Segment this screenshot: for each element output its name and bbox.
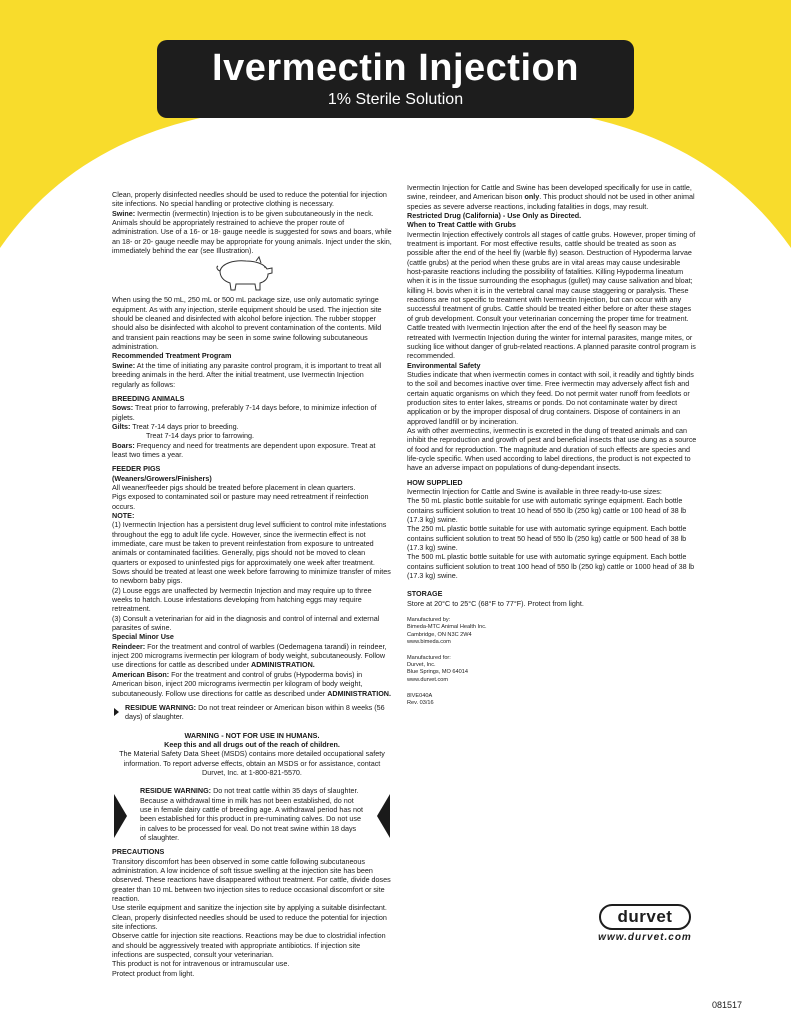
treatment-program-paragraph: Swine: At the time of initiating any parasite control program, it is important to treat all breeding animals in the herd. After the initial treatment, use Ivermectin Injection regularly as follows: [112,360,382,389]
sows-line: Sows: Treat prior to farrowing, preferably 7-14 days before, to minimize infection of piglets. [112,403,377,422]
breeding-animals-heading: BREEDING ANIMALS [112,393,185,403]
storage-paragraph: Store at 20°C to 25°C (68°F to 77°F). Protect from light. [407,598,584,608]
special-minor-use-heading: Special Minor Use [112,632,174,642]
product-title: Ivermectin Injection [212,47,579,89]
retreat-paragraph: Cattle treated with Ivermectin Injection after the end of the heel fly season may be retreated with Ivermectin Injection during the winter for internal parasites, mange mites, or sucking lice without danger of grub-related reactions. A planned parasite control program is recommended. [407,323,696,361]
residue-warning-reindeer: RESIDUE WARNING: Do not treat reindeer or American bison within 8 weeks (56 days) of slaughter. [112,703,392,722]
feeder-paragraph-1: All weaner/feeder pigs should be treated before placement in clean quarters. [112,482,356,492]
grubs-heading: When to Treat Cattle with Grubs [407,220,517,230]
note-2: (2) Louse eggs are unaffected by Ivermectin Injection and may require up to three weeks to hatch. Louse infestations developing from hatching eggs may require retreatment. [112,585,372,614]
environmental-paragraph-1: Studies indicate that when ivermectin comes in contact with soil, it readily and tightly binds to the soil and becomes inactive over time. Free ivermectin may adversely affect fish and certain aquatic organisms on which they feed. Do not permit water runoff from feedlots or production sites to enter lakes, streams or ponds. Do not contaminate water by direct application or by the improper disposal of drug containers. Dispose of containers in an approved landfill or by incineration. [407,369,694,426]
size-250ml: The 250 mL plastic bottle suitable for use with automatic syringe equipment. Each bottle contains sufficient solution to treat 50 head of 550 lb (250 kg) cattle or 500 head of 38 lb (17.3 kg) swine. [407,524,687,553]
reindeer-paragraph: Reindeer: For the treatment and control of warbles (Oedemagena tarandi) in reindeer, inject 200 micrograms ivermectin per kilogram of body weight, subcutaneously. Follow use directions for cattle as described under ADMINISTRATION. [112,641,387,670]
how-supplied-paragraph: Ivermectin Injection for Cattle and Swine is available in three ready-to-use sizes: [407,487,662,496]
syringe-paragraph: When using the 50 mL, 250 mL or 500 mL package size, use only automatic syringe equipment. As with any injection, sterile equipment should be used. The injection site should be cleaned and disinfected with alcohol before injection. The rubber stopper should also be disinfected with alcohol to prevent contamination of the contents. Mild and transient pain reactions may be seen in some swine following subcutaneous administration. [112,295,382,352]
note-3: (3) Consult a veterinarian for aid in the diagnosis and control of internal and external parasites of swine. [112,613,380,633]
gilts-line-2: Treat 7-14 days prior to farrowing. [146,431,254,441]
size-500ml: The 500 mL plastic bottle suitable for use with automatic syringe equipment. Each bottle contains sufficient solution to treat 100 head of 550 lb (250 kg) cattle or 1000 head of 38 lb (17.3 kg) swine. [407,552,695,581]
storage-heading: STORAGE [407,589,443,599]
grubs-paragraph: Ivermectin Injection effectively controls all stages of cattle grubs. However, proper timing of treatment is important. For most effective results, cattle should be treated as soon as possible after the end of the heel fly (warble fly) season. Destruction of Hypoderma larvae (cattle grubs) at the period when these grubs are in vital areas may cause undesirable host-parasite reactions including the possibility of fatalities. Killing Hypoderma lineatum when it is in the tissue surrounding the esophagus (gullet) may cause salivation and bloat; killing H. bovis when it is in the vertebral canal may cause staggering or paralysis. These reactions are not specific to treatment with Ivermectin Injection, but can occur with any successful treatment of grubs. Cattle should be treated either before or after these stages of grub development. Consult your veterinarian concerning the proper time for treatment. [407,229,696,323]
lot-revision-block: 8IVE040A Rev. 03/16 [407,692,434,706]
note-1: (1) Ivermectin Injection has a persistent drug level sufficient to control mite infestations throughout the egg to adult life cycle. However, since the ivermectin effect is not immediate, care must be taken to prevent reinfestation from exposure to untreated animals or contaminated facilities. Generally, pigs should not be moved to clean quarters or exposed to uninfested pigs for approximately one week after treatment. Sows should be treated at least one week before farrowing to minimize transfer of mites to newborn baby pigs. [112,520,391,586]
needles-paragraph: Clean, properly disinfected needles should be used to reduce the potential for injection site infections. No special handling or protective clothing is necessary. [112,190,387,209]
how-supplied-heading: HOW SUPPLIED [407,477,463,487]
left-column [112,190,392,978]
pig-icon [212,255,276,293]
feeder-paragraph-2: Pigs exposed to contaminated soil or pasture may need retreatment if reinfection occurs. [112,492,369,511]
precautions-3: Observe cattle for injection site reactions. Reactions may be due to clostridial infection and should be aggressively treated with appropriate antibiotics. If injection site infections are suspected, consult your veterinarian. [112,931,386,960]
precautions-1: Transitory discomfort has been observed in some cattle following subcutaneous administration. A low incidence of soft tissue swelling at the injection site has been observed. These reactions have disappeared without treatment. For cattle, divide doses greater than 10 mL between two injection sites to reduce occasional discomfort or site reaction. [112,856,391,904]
environmental-paragraph-2: As with other avermectins, ivermectin is excreted in the dung of treated animals and can inhibit the reproduction and growth of pest and beneficial insects that use dung as a source of food and for reproduction. The magnitude and duration of such effects are species and life-cycle specific. When used according to label directions, the product is not expected to have an adverse impact on populations of dung-dependant insects. [407,425,697,473]
msds-paragraph: The Material Safety Data Sheet (MSDS) contains more detailed occupational safety information. To report adverse effects, obtain an MSDS or for assistance, contact Durvet, Inc. at 1-800-821-5570. [119,749,385,777]
gilts-line: Gilts: Treat 7-14 days prior to breeding. [112,421,239,431]
boars-line: Boars: Frequency and need for treatments are dependent upon exposure. Treat at least two times a year. [112,440,376,459]
durvet-logo [595,904,695,944]
arrow-right-icon [114,794,127,838]
note-heading: NOTE: [112,510,135,520]
arrow-right-icon [114,708,119,716]
product-subtitle: 1% Sterile Solution [327,91,464,108]
precautions-5: Protect product from light. [112,968,195,978]
title-banner [157,40,634,118]
residue-warning-cattle: RESIDUE WARNING: Do not treat cattle within 35 days of slaughter. Because a withdrawal time in milk has not been established, do not use in female dairy cattle of breeding age. A withdrawal period has not been established for this product in pre-ruminating calves. Do not use in calves to be processed for veal. Do not treat swine within 18 days of slaughter. [112,786,392,842]
environmental-safety-heading: Environmental Safety [407,360,481,370]
precautions-2: Use sterile equipment and sanitize the injection site by applying a suitable disinfectant. Clean, properly disinfected needles should be used to reduce the potential for injection site infections. [112,903,387,932]
feeder-pigs-heading: FEEDER PIGS [112,464,161,474]
species-paragraph: Ivermectin Injection for Cattle and Swine has been developed specifically for use in cattle, swine, reindeer, and American bison only. This product should not be used in other animal species as severe adverse reactions, including fatalities in dogs, may result. [407,183,695,211]
manufactured-by-block: Manufactured by: Bimeda-MTC Animal Health Inc. Cambridge, ON N3C 2W4 www.bimeda.com [407,617,487,645]
warning-subheading: Keep this and all drugs out of the reach of children. [164,739,340,749]
warning-heading: WARNING - NOT FOR USE IN HUMANS. [184,730,320,740]
right-column [407,183,697,707]
treatment-program-heading: Recommended Treatment Program [112,351,232,361]
restricted-drug-line: Restricted Drug (California) - Use Only as Directed. [407,211,582,221]
pig-illustration [112,255,392,295]
manufactured-for-block: Manufactured for: Durvet, Inc. Blue Springs, MO 64014 www.durvet.com [407,654,468,683]
arrow-left-icon [377,794,390,838]
swine-admin-paragraph: Swine: Ivermectin (ivermectin) Injection is to be given subcutaneously in the neck. Animals should be appropriately restrained to achieve the proper route of administration. Use of a 16- or 18- gauge needle is suggested for sows and boars, while an 18- or 20- gauge needle may be appropriate for young animals. Inject under the skin, immediately behind the ear (see Illustration). [112,208,392,256]
logo-wordmark: durvet [599,904,691,930]
feeder-pigs-subheading: (Weaners/Growers/Finishers) [112,473,212,483]
precautions-4: This product is not for intravenous or intramuscular use. [112,959,290,969]
size-50ml: The 50 mL plastic bottle suitable for use with automatic syringe equipment. Each bottle contains sufficient solution to treat 10 head of 550 lb (250 kg) cattle or 100 head of 38 lb (17.3 kg) swine. [407,496,687,525]
document-code: 081517 [712,1000,743,1010]
bison-paragraph: American Bison: For the treatment and control of grubs (Hypoderma bovis) in American bison, inject 200 micrograms ivermectin per kilogram of body weight, subcutaneously. Follow use directions for cattle as described under ADMINISTRATION. [112,669,391,698]
logo-url: www.durvet.com [598,932,692,943]
precautions-heading: PRECAUTIONS [112,847,165,857]
